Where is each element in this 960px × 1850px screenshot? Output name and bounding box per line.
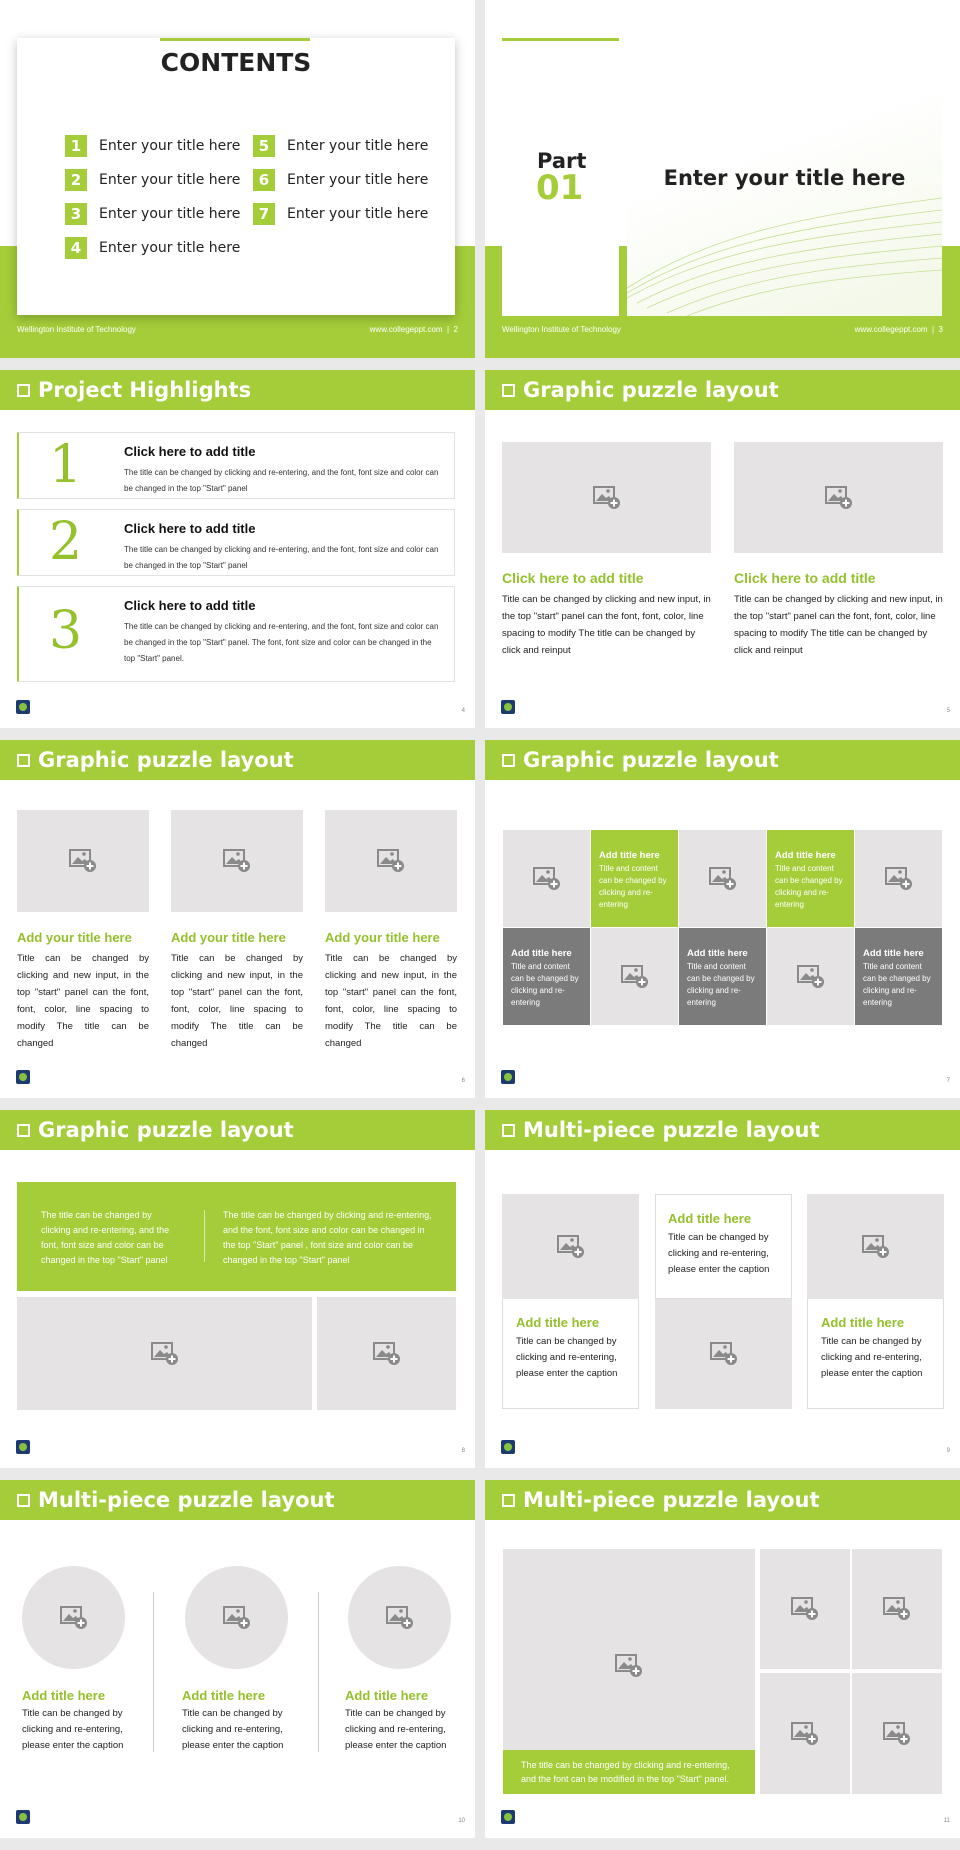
toc-item-number: 7: [253, 203, 275, 225]
image-add-icon: [151, 1342, 179, 1366]
image-placeholder[interactable]: [655, 1299, 792, 1409]
card-title[interactable]: Add title here: [516, 1315, 600, 1330]
footer-url: www.collegeppt.com | 3: [854, 325, 943, 334]
part-number: 01: [536, 168, 584, 208]
image-add-icon: [593, 486, 621, 510]
image-placeholder[interactable]: [171, 810, 303, 912]
section-title: Enter your title here: [663, 166, 906, 190]
toc-item-label: Enter your title here: [287, 206, 429, 222]
cell-text: Title and content can be changed by clicking and re-entering: [863, 962, 931, 1007]
image-add-icon: [557, 1235, 585, 1259]
slide-project-highlights: [0, 370, 475, 728]
toc-item[interactable]: [65, 231, 240, 265]
column-title[interactable]: Add title here: [22, 1688, 106, 1703]
toc-item[interactable]: [65, 197, 240, 231]
logo-icon: [16, 700, 30, 714]
image-placeholder[interactable]: [591, 928, 678, 1025]
text-column: [182, 1688, 307, 1754]
image-placeholder[interactable]: [503, 830, 590, 927]
text-cell-gray[interactable]: [503, 928, 590, 1025]
image-add-icon: [621, 965, 649, 989]
page-number: 9: [946, 1448, 950, 1454]
page-number: 8: [461, 1448, 465, 1454]
highlight-number: 3: [49, 601, 83, 661]
image-add-icon: [69, 849, 97, 873]
image-add-icon: [615, 1654, 643, 1678]
card-text[interactable]: Title can be changed by clicking and re-entering, please enter the caption: [516, 1336, 618, 1379]
toc-item-number: 4: [65, 237, 87, 259]
highlight-title: Click here to add title: [124, 521, 256, 536]
image-placeholder[interactable]: [855, 830, 942, 927]
toc-item[interactable]: [65, 163, 240, 197]
cell-title: Add title here: [599, 850, 660, 861]
text-banner: [17, 1182, 456, 1291]
slide-graphic-puzzle-2col: [485, 370, 960, 728]
image-add-icon: [862, 1235, 890, 1259]
text-column: [502, 570, 711, 659]
page-number: 7: [946, 1078, 950, 1084]
column-text[interactable]: Title can be changed by clicking and new input, in the top "start" panel can the font, font, color, line spacing to modify The title can be changed: [17, 953, 149, 1049]
slide-multi-piece-cards: [485, 1110, 960, 1468]
toc-item-number: 6: [253, 169, 275, 191]
toc-item-label: Enter your title here: [99, 138, 241, 154]
toc-item[interactable]: [65, 129, 240, 163]
page-number: 4: [461, 708, 465, 714]
text-column: [325, 930, 457, 1052]
slide-multi-piece-mosaic: [485, 1480, 960, 1838]
toc-item-label: Enter your title here: [287, 172, 429, 188]
logo-icon: [16, 1810, 30, 1824]
image-placeholder[interactable]: [502, 1194, 639, 1299]
image-add-icon: [533, 867, 561, 891]
slide-header: Graphic puzzle layout: [0, 740, 475, 780]
toc-item-number: 5: [253, 135, 275, 157]
cell-text: Title and content can be changed by clicking and re-entering: [599, 864, 667, 909]
image-placeholder-circle[interactable]: [348, 1566, 451, 1669]
footer-institution: Wellington Institute of Technology: [17, 325, 136, 334]
cell-text: Title and content can be changed by clicking and re-entering: [775, 864, 843, 909]
text-cell-green[interactable]: [767, 830, 854, 927]
image-placeholder-circle[interactable]: [22, 1566, 125, 1669]
column-title[interactable]: Add your title here: [171, 930, 286, 945]
checkbox-square-icon: [17, 1494, 30, 1507]
slide-header: Multi-piece puzzle layout: [485, 1110, 960, 1150]
text-column: [171, 930, 303, 1052]
image-add-icon: [710, 1342, 738, 1366]
cell-title: Add title here: [775, 850, 836, 861]
toc-item-label: Enter your title here: [99, 206, 241, 222]
page-number: 11: [943, 1818, 950, 1824]
slide-header: Project Highlights: [0, 370, 475, 410]
image-placeholder[interactable]: [760, 1549, 850, 1669]
text-cell-gray[interactable]: [679, 928, 766, 1025]
card-text[interactable]: Title can be changed by clicking and re-entering, please enter the caption: [668, 1232, 770, 1275]
text-cell-gray[interactable]: [855, 928, 942, 1025]
text-column: [22, 1688, 147, 1754]
column-title[interactable]: Click here to add title: [734, 570, 876, 586]
column-text[interactable]: Title can be changed by clicking and re-entering, please enter the caption: [182, 1708, 284, 1751]
page-number: 5: [946, 708, 950, 714]
footer-institution: Wellington Institute of Technology: [502, 325, 621, 334]
cell-title: Add title here: [511, 948, 572, 959]
card-text[interactable]: Title can be changed by clicking and re-entering, please enter the caption: [821, 1336, 923, 1379]
contents-card: [17, 38, 455, 315]
toc-item-label: Enter your title here: [287, 138, 429, 154]
toc-column-left: [65, 129, 240, 265]
caption-card: [807, 1299, 944, 1409]
logo-icon: [501, 1070, 515, 1084]
highlight-title: Click here to add title: [124, 598, 256, 613]
column-divider: [153, 1592, 154, 1752]
toc-item-number: 2: [65, 169, 87, 191]
toc-item[interactable]: [253, 163, 428, 197]
column-text[interactable]: Title can be changed by clicking and new input, in the top "start" panel can the font, font, color, line spacing to modify The title can be changed by click and reinput: [734, 594, 943, 656]
slide-header: Graphic puzzle layout: [485, 370, 960, 410]
part-card: [502, 38, 619, 316]
cell-text: Title and content can be changed by clicking and re-entering: [687, 962, 755, 1007]
checkbox-square-icon: [502, 384, 515, 397]
column-text[interactable]: Title can be changed by clicking and new input, in the top "start" panel can the font, font, color, line spacing to modify The title can be changed: [325, 953, 457, 1049]
page-number: 6: [461, 1078, 465, 1084]
banner-text-left[interactable]: The title can be changed by clicking and re-entering, and the font, font size and color can be changed in the top "Start" panel: [41, 1210, 170, 1265]
toc-column-right: [253, 129, 428, 231]
image-placeholder[interactable]: [502, 442, 711, 553]
highlight-text: The title can be changed by clicking and re-entering, and the font, font size and color can be changed in the top "Start" panel. The font, font size and color can be changed in the top "Start" panel.: [124, 622, 439, 663]
image-placeholder[interactable]: [852, 1549, 942, 1669]
title-accent-line: [160, 38, 310, 41]
image-add-icon: [791, 1597, 819, 1621]
highlight-text: The title can be changed by clicking and re-entering, and the font, font size and color can be changed in the top "Start" panel: [124, 468, 439, 493]
image-placeholder-circle[interactable]: [185, 1566, 288, 1669]
image-placeholder[interactable]: [852, 1673, 942, 1794]
image-add-icon: [797, 965, 825, 989]
checkbox-square-icon: [502, 1494, 515, 1507]
image-placeholder[interactable]: [734, 442, 943, 553]
highlight-item[interactable]: [17, 586, 455, 682]
image-placeholder[interactable]: [317, 1297, 456, 1410]
image-add-icon: [223, 1606, 251, 1630]
highlights-list: [17, 432, 455, 692]
card-title[interactable]: Add title here: [821, 1315, 905, 1330]
column-title[interactable]: Add your title here: [17, 930, 132, 945]
highlight-item[interactable]: [17, 432, 455, 499]
logo-icon: [501, 1440, 515, 1454]
column-text[interactable]: Title can be changed by clicking and re-entering, please enter the caption: [345, 1708, 447, 1751]
toc-item-number: 1: [65, 135, 87, 157]
slide-header: Multi-piece puzzle layout: [485, 1480, 960, 1520]
text-column: [345, 1688, 470, 1754]
toc-item-number: 3: [65, 203, 87, 225]
image-add-icon: [885, 867, 913, 891]
logo-icon: [16, 1440, 30, 1454]
checkbox-square-icon: [17, 384, 30, 397]
slide-header: Graphic puzzle layout: [0, 1110, 475, 1150]
column-text[interactable]: Title can be changed by clicking and re-entering, please enter the caption: [22, 1708, 124, 1751]
checkbox-square-icon: [502, 754, 515, 767]
image-placeholder[interactable]: [17, 810, 149, 912]
slide-graphic-puzzle-grid: [485, 740, 960, 1098]
cell-text: Title and content can be changed by clicking and re-entering: [511, 962, 579, 1007]
banner-divider: [204, 1210, 205, 1262]
slide-graphic-puzzle-3col: [0, 740, 475, 1098]
page-number: 10: [458, 1818, 465, 1824]
toc-item-label: Enter your title here: [99, 240, 241, 256]
text-column: [734, 570, 943, 659]
column-title[interactable]: Add your title here: [325, 930, 440, 945]
text-column: [17, 930, 149, 1052]
highlight-title: Click here to add title: [124, 444, 256, 459]
image-add-icon: [791, 1722, 819, 1746]
logo-icon: [501, 700, 515, 714]
image-placeholder[interactable]: [767, 928, 854, 1025]
slide-contents: [0, 0, 475, 358]
page-title: CONTENTS: [160, 48, 312, 77]
caption-card: [502, 1299, 639, 1409]
image-add-icon: [386, 1606, 414, 1630]
image-add-icon: [373, 1342, 401, 1366]
puzzle-grid: [503, 830, 943, 1026]
image-add-icon: [60, 1606, 88, 1630]
banner-text-right[interactable]: The title can be changed by clicking and re-entering, and the font, font size and color can be changed in the top "Start" panel , font size and color can be changed in the top "Start" panel: [223, 1210, 432, 1265]
image-add-icon: [883, 1597, 911, 1621]
footer-url: www.collegeppt.com | 2: [369, 325, 458, 334]
image-placeholder[interactable]: [760, 1673, 850, 1794]
image-placeholder[interactable]: [325, 810, 457, 912]
column-divider: [318, 1592, 319, 1752]
card-title[interactable]: Add title here: [668, 1211, 752, 1226]
cell-title: Add title here: [687, 948, 748, 959]
slide-graphic-puzzle-banner: [0, 1110, 475, 1468]
image-placeholder[interactable]: [17, 1297, 312, 1410]
text-cell-green[interactable]: [591, 830, 678, 927]
column-title[interactable]: Add title here: [345, 1688, 429, 1703]
checkbox-square-icon: [17, 754, 30, 767]
toc-item[interactable]: [253, 197, 428, 231]
highlight-number: 1: [49, 435, 83, 495]
checkbox-square-icon: [502, 1124, 515, 1137]
logo-icon: [16, 1070, 30, 1084]
column-title[interactable]: Click here to add title: [502, 570, 644, 586]
checkbox-square-icon: [17, 1124, 30, 1137]
title-panel: [627, 38, 942, 316]
part-label: Part: [537, 149, 587, 173]
image-add-icon: [825, 486, 853, 510]
column-text[interactable]: Title can be changed by clicking and new input, in the top "start" panel can the font, font, color, line spacing to modify The title can be changed by click and reinput: [502, 594, 711, 656]
slide-multi-piece-circles: [0, 1480, 475, 1838]
image-placeholder[interactable]: [679, 830, 766, 927]
toc-item-label: Enter your title here: [99, 172, 241, 188]
highlight-text: The title can be changed by clicking and re-entering, and the font, font size and color can be changed in the top "Start" panel: [124, 545, 439, 570]
highlight-number: 2: [49, 512, 83, 572]
slide-header: Multi-piece puzzle layout: [0, 1480, 475, 1520]
cell-title: Add title here: [863, 948, 924, 959]
column-text[interactable]: Title can be changed by clicking and new input, in the top "start" panel can the font, font, color, line spacing to modify The title can be changed: [171, 953, 303, 1049]
image-placeholder[interactable]: [807, 1194, 944, 1299]
slide-part: [485, 0, 960, 358]
image-add-icon: [883, 1722, 911, 1746]
caption-card: [655, 1194, 792, 1299]
toc-item[interactable]: [253, 129, 428, 163]
image-add-icon: [223, 849, 251, 873]
slide-header: Graphic puzzle layout: [485, 740, 960, 780]
highlight-item[interactable]: [17, 509, 455, 576]
image-add-icon: [377, 849, 405, 873]
caption-banner[interactable]: The title can be changed by clicking and re-entering, and the font can be modified in the top "Start" panel.: [503, 1750, 755, 1794]
image-add-icon: [709, 867, 737, 891]
column-title[interactable]: Add title here: [182, 1688, 266, 1703]
logo-icon: [501, 1810, 515, 1824]
